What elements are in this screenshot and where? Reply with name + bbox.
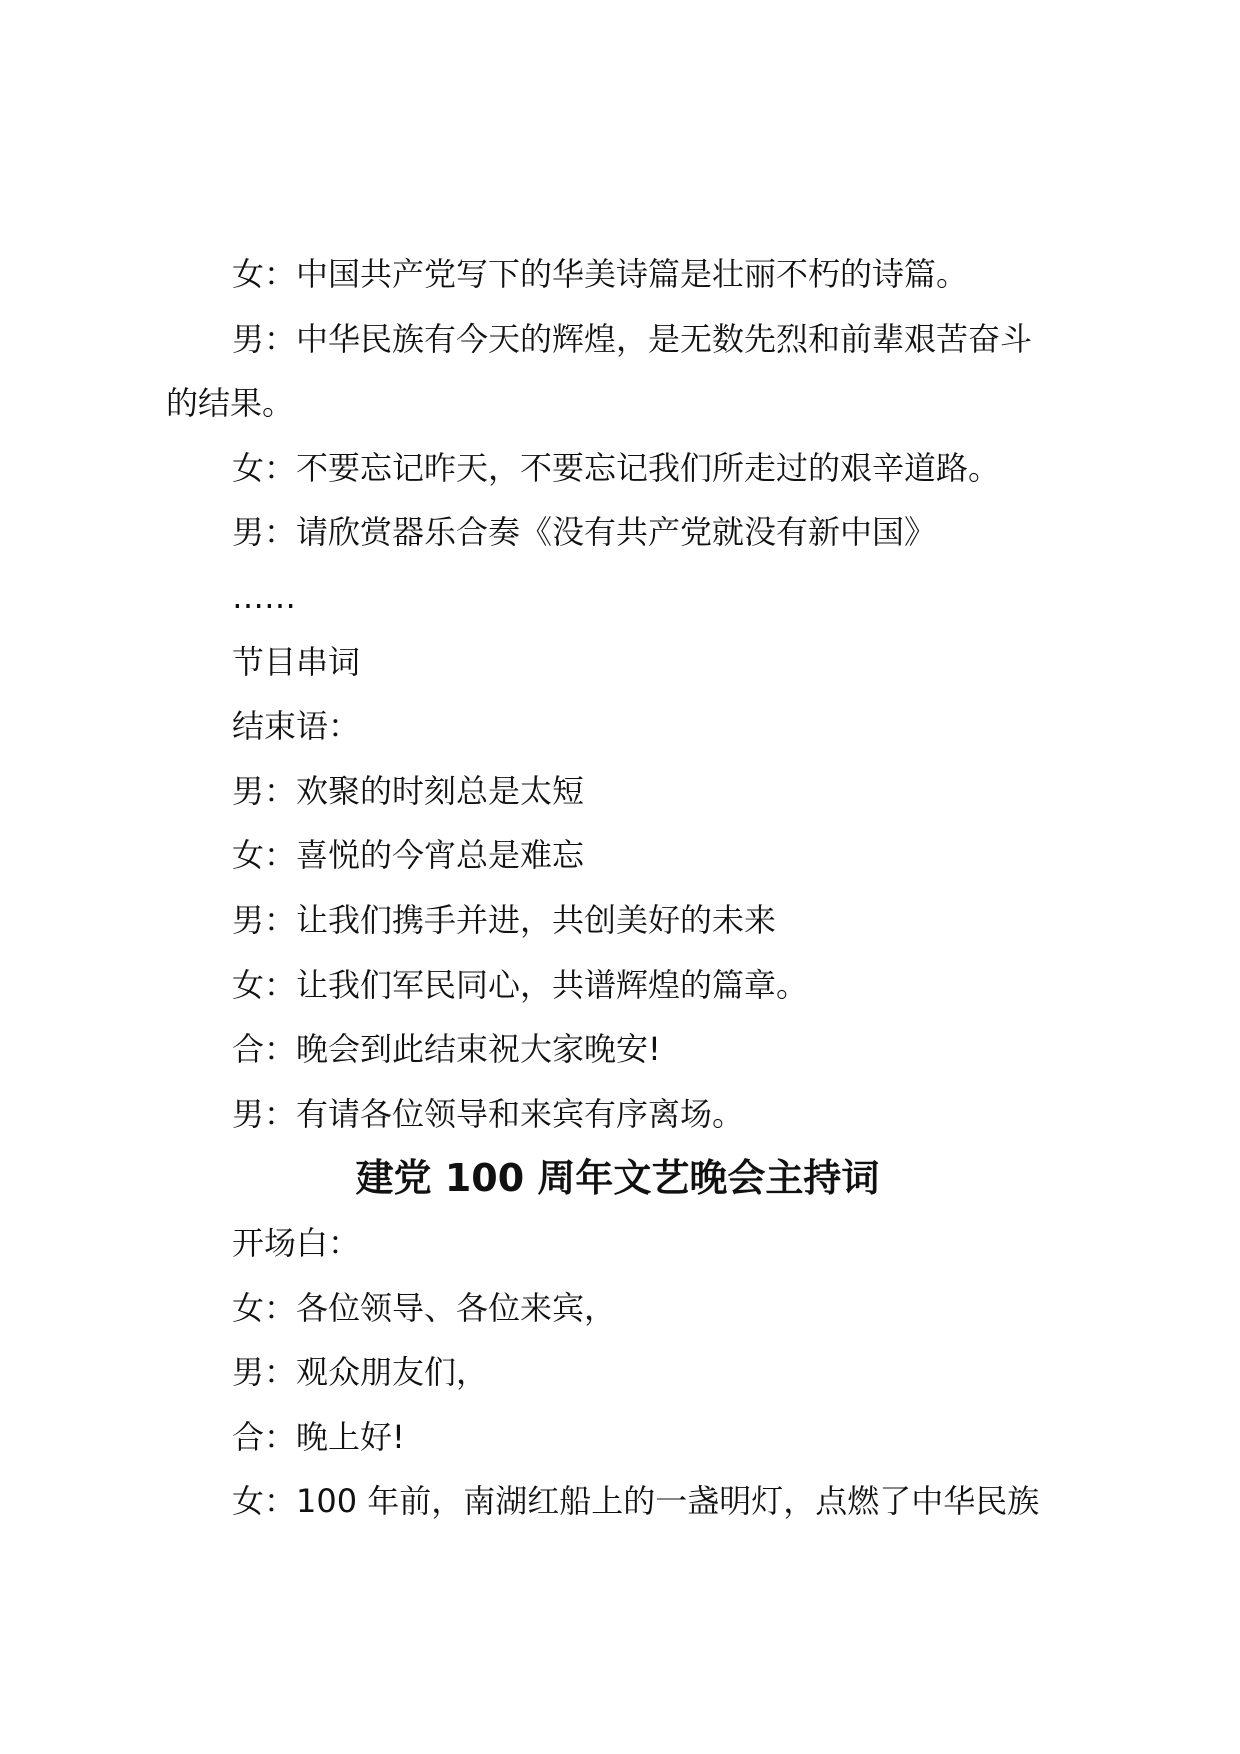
paragraph-line: 女：各位领导、各位来宾，: [232, 1288, 617, 1327]
paragraph-line: 女：不要忘记昨天，不要忘记我们所走过的艰辛道路。: [232, 448, 1001, 487]
paragraph-line: 女：100 年前，南湖红船上的一盏明灯，点燃了中华民族: [232, 1482, 1040, 1521]
paragraph-line-continuation: 的结果。: [166, 384, 295, 423]
paragraph-line: 男：有请各位领导和来宾有序离场。: [232, 1094, 745, 1133]
paragraph-line: 男：请欣赏器乐合奏《没有共产党就没有新中国》: [232, 513, 937, 552]
paragraph-line: 男：中华民族有今天的辉煌，是无数先烈和前辈艰苦奋斗: [232, 319, 1033, 358]
paragraph-line: 男：观众朋友们，: [232, 1353, 489, 1392]
section-label: 开场白：: [232, 1223, 361, 1262]
section-label: 结束语：: [232, 707, 361, 746]
paragraph-line: 男：让我们携手并进，共创美好的未来: [232, 900, 777, 939]
paragraph-line: 男：欢聚的时刻总是太短: [232, 771, 585, 810]
paragraph-line: 合：晚上好!: [232, 1417, 405, 1456]
document-body: [166, 242, 1081, 1534]
paragraph-line: 女：喜悦的今宵总是难忘: [232, 836, 585, 875]
ellipsis-line: ……: [232, 577, 296, 616]
paragraph-line: 女：让我们军民同心，共谱辉煌的篇章。: [232, 965, 809, 1004]
document-title: 建党 100 周年文艺晚会主持词: [355, 1156, 880, 1201]
paragraph-line: 合：晚会到此结束祝大家晚安!: [232, 1030, 661, 1069]
section-label: 节目串词: [232, 642, 361, 681]
paragraph-line: 女：中国共产党写下的华美诗篇是壮丽不朽的诗篇。: [232, 255, 969, 293]
